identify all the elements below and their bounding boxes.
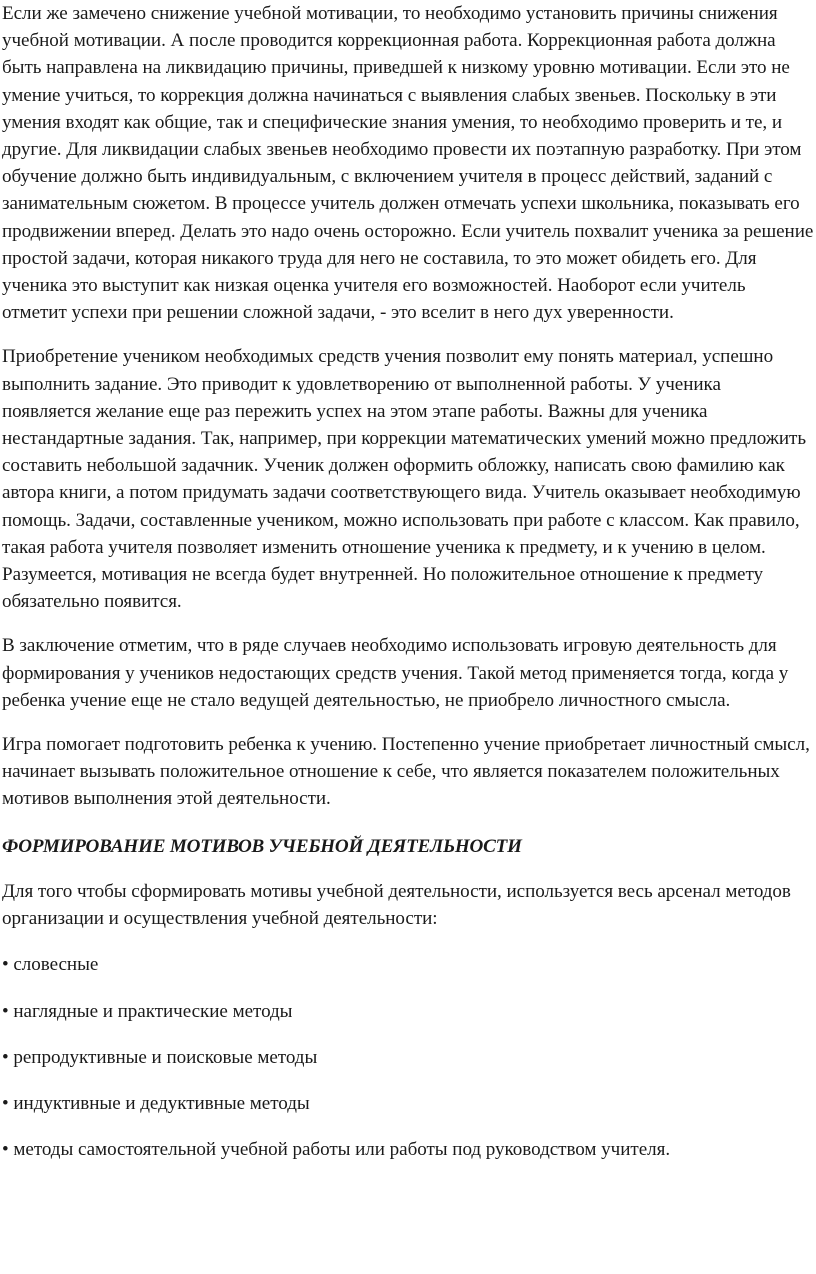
section-intro: Для того чтобы сформировать мотивы учебной деятельности, используется весь арсенал методов организации и осуществления учебной деятельности: bbox=[2, 880, 791, 930]
bullet-item: • наглядные и практические методы bbox=[2, 1000, 293, 1022]
paragraph-learning-means: Приобретение учеником необходимых средств учения позволит ему понять материал, успешно выполнить задание. Это приводит к удовлетворению от выполненной работы. У ученика появляется желание еще раз пережить успех на этом этапе работы. Важны для ученика нестандартные задания. Так, например, при коррекции математических умений можно предложить составить небольшой задачник. Ученик должен оформить обложку, написать свою фамилию как автора книги, а потом придумать задачи соответствующего вида. Учитель оказывает необходимую помощь. Задачи, составленные учеником, можно использовать при работе с классом. Как правило, такая работа учителя позволяет изменить отношение ученика к предмету, и к учению в целом. Разумеется, мотивация не всегда будет внутренней. Но положительное отношение к предмету обязательно появится. bbox=[2, 346, 806, 613]
bullet-item: • методы самостоятельной учебной работы или работы под руководством учителя. bbox=[2, 1139, 671, 1161]
bullet-item: • репродуктивные и поисковые методы bbox=[2, 1046, 318, 1068]
bullet-item: • словесные bbox=[2, 954, 99, 976]
paragraph-game-activity: В заключение отметим, что в ряде случаев необходимо использовать игровую деятельность для формирования у учеников недостающих средств учения. Такой метод применяется тогда, когда у ребенка учение еще не стало ведущей деятельностью, не приобрело личностного смысла. bbox=[2, 635, 789, 711]
paragraph-correction-work: Если же замечено снижение учебной мотивации, то необходимо установить причины снижения учебной мотивации. А после проводится коррекционная работа. Коррекционная работа должна быть направлена на ликвидацию причины, приведшей к низкому уровню мотивации. Если это не умение учиться, то коррекция должна начинаться с выявления слабых звеньев. Поскольку в эти умения входят как общие, так и специфические знания умения, то необходимо проверить и те, и другие. Для ликвидации слабых звеньев необходимо провести их поэтапную разработку. При этом обучение должно быть индивидуальным, с включением учителя в процесс действий, заданий с занимательным сюжетом. В процессе учитель должен отмечать успехи школьника, показывать его продвижении вперед. Делать это надо очень осторожно. Если учитель похвалит ученика за решение простой задачи, которая никакого труда для него не составила, то это может обидеть его. Для ученика это выступит как низкая оценка учителя его возможностей. Наоборот если учитель отметит успехи при решении сложной задачи, - это вселит в него дух уверенности. bbox=[2, 3, 814, 324]
bullet-item: • индуктивные и дедуктивные методы bbox=[2, 1092, 310, 1114]
section-heading: ФОРМИРОВАНИЕ МОТИВОВ УЧЕБНОЙ ДЕЯТЕЛЬНОСТИ bbox=[2, 835, 522, 857]
paragraph-game-helps: Игра помогает подготовить ребенка к учению. Постепенно учение приобретает личностный смысл, начинает вызывать положительное отношение к себе, что является показателем положительных мотивов выполнения этой деятельности. bbox=[2, 734, 810, 810]
